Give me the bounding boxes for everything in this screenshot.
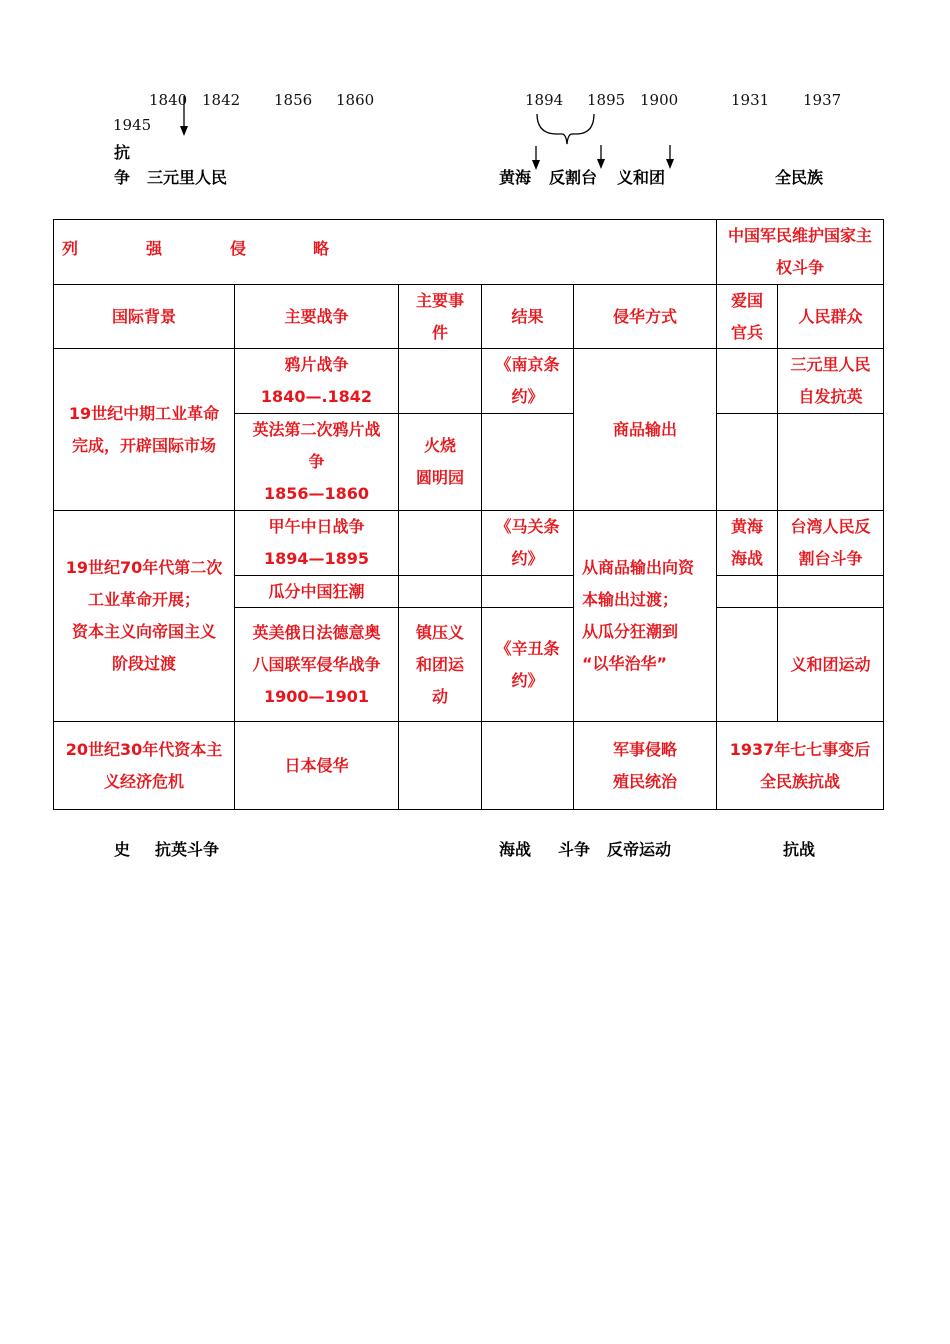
g3-background: 20世纪30年代资本主 义经济危机 [65, 739, 223, 791]
g2-event-suppress-boxer: 镇压义 和团运 动 [415, 622, 464, 706]
header-invasion-char-2: 强 [146, 239, 163, 258]
year-1840: 1840 [149, 91, 188, 109]
header-method: 侵华方式 [612, 306, 677, 326]
year-1895: 1895 [587, 91, 626, 109]
g1-method: 商品输出 [612, 419, 677, 439]
g1-masses-sanyuanli: 三元里人民 自发抗英 [790, 355, 871, 406]
footer-haizhan: 海战 [499, 840, 532, 859]
g2-result-maguan: 《马关条 约》 [495, 517, 560, 568]
header-events: 主要事 件 [415, 290, 464, 342]
footer-shi: 史 [114, 840, 131, 859]
label-kang: 抗 [114, 143, 131, 162]
g2-result-xinchou: 《辛丑条 约》 [495, 638, 560, 690]
header-background: 国际背景 [111, 306, 176, 326]
g2-masses-boxer: 义和团运动 [790, 654, 871, 674]
g1-war-opium: 鸦片战争 1840—.1842 [260, 355, 373, 406]
year-1856: 1856 [274, 91, 313, 109]
g2-background: 19世纪70年代第二次 工业革命开展； 资本主义向帝国主义 阶段过渡 [65, 558, 223, 673]
g1-result-nanjing: 《南京条 约》 [495, 355, 560, 406]
header-wars: 主要战争 [284, 306, 349, 326]
g3-method: 军事侵略 殖民统治 [612, 739, 677, 791]
event-yihetuan: 义和团 [617, 168, 666, 187]
event-quanminzu: 全民族 [775, 168, 824, 187]
year-1945: 1945 [113, 116, 152, 134]
g2-war-sino-japanese: 甲午中日战争 1894—1895 [263, 517, 370, 568]
event-huanghai: 黄海 [499, 168, 532, 187]
year-1842: 1842 [202, 91, 241, 109]
g3-war-japan: 日本侵华 [284, 755, 349, 775]
header-result: 结果 [511, 306, 544, 326]
year-1860: 1860 [336, 91, 375, 109]
g3-struggle: 1937年七七事变后 全民族抗战 [729, 739, 871, 791]
year-1900: 1900 [640, 91, 679, 109]
year-1937: 1937 [803, 91, 842, 109]
footer-kangying: 抗英斗争 [155, 840, 220, 859]
header-struggle: 中国军民维护国家主 权斗争 [727, 226, 872, 277]
header-officers: 爱国 官兵 [730, 290, 763, 342]
header-invasion-char-3: 侵 [230, 239, 247, 258]
year-1894: 1894 [525, 91, 564, 109]
g2-officers-huanghai: 黄海 海战 [730, 517, 763, 568]
g2-war-eight-nation: 英美俄日法德意奥 八国联军侵华战争 1900—1901 [252, 622, 381, 706]
year-1931: 1931 [731, 91, 770, 109]
g1-event-yuanmingyuan: 火烧 圆明园 [415, 436, 464, 487]
g2-masses-taiwan: 台湾人民反 割台斗争 [790, 517, 871, 568]
event-sanyuanli: 三元里人民 [147, 168, 228, 187]
g1-war-second-opium: 英法第二次鸦片战 争 1856—1860 [252, 420, 381, 503]
footer-fandi: 反帝运动 [607, 840, 672, 859]
g1-background: 19世纪中期工业革命 完成，开辟国际市场 [68, 403, 220, 455]
header-invasion-char-4: 略 [313, 239, 330, 258]
label-zheng: 争 [114, 168, 131, 187]
footer-kangzhan: 抗战 [783, 840, 816, 859]
footer-douzheng: 斗争 [558, 840, 591, 859]
g2-method: 从商品输出向资 本输出过渡； 从瓜分狂潮到 “以华治华” [582, 558, 695, 673]
header-invasion-char-1: 列 [62, 239, 79, 258]
header-masses: 人民群众 [798, 306, 863, 326]
event-fangetai: 反割台 [549, 168, 598, 187]
g2-war-partition: 瓜分中国狂潮 [268, 581, 365, 601]
